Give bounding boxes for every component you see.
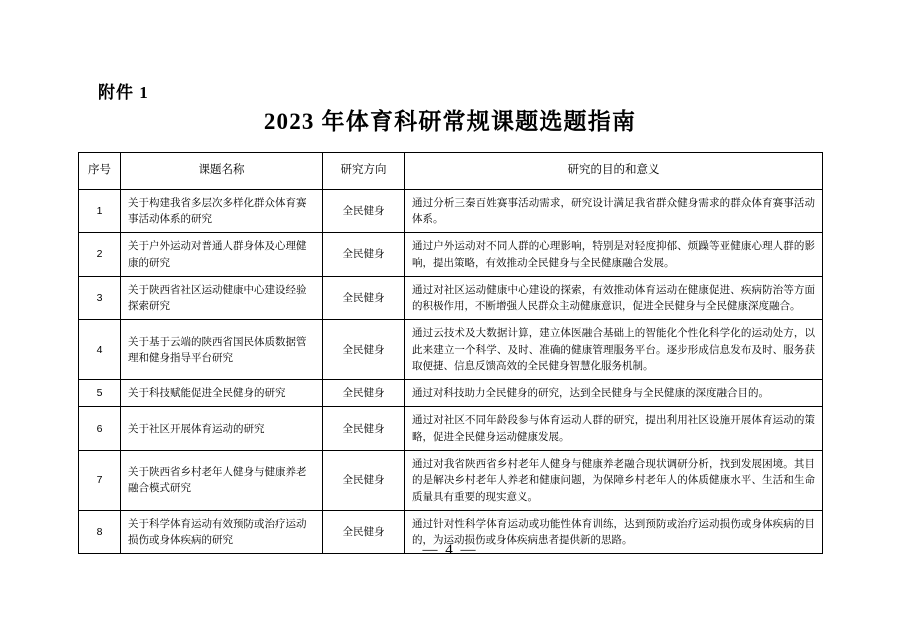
cell-no: 6 bbox=[79, 407, 121, 451]
cell-topic-name: 关于科技赋能促进全民健身的研究 bbox=[121, 380, 323, 407]
cell-no: 7 bbox=[79, 451, 121, 511]
cell-purpose: 通过云技术及大数据计算，建立体医融合基础上的智能化个性化科学化的运动处方，以此来建立一个科学、及时、准确的健康管理服务平台。逐步形成信息发布及时、服务获取便捷、信息反馈高效的全民健身智慧化服务机制。 bbox=[405, 320, 823, 380]
cell-direction: 全民健身 bbox=[323, 189, 405, 233]
table-row bbox=[79, 189, 823, 233]
cell-no: 3 bbox=[79, 276, 121, 320]
cell-direction: 全民健身 bbox=[323, 407, 405, 451]
cell-purpose: 通过对社区不同年龄段参与体育运动人群的研究，提出利用社区设施开展体育运动的策略，促进全民健身运动健康发展。 bbox=[405, 407, 823, 451]
cell-purpose: 通过对我省陕西省乡村老年人健身与健康养老融合现状调研分析，找到发展困境。其目的是解决乡村老年人养老和健康问题，为保障乡村老年人的体质健康水平、生活和生命质量具有重要的现实意义。 bbox=[405, 451, 823, 511]
table-row bbox=[79, 320, 823, 380]
table-row bbox=[79, 233, 823, 277]
column-header-purpose: 研究的目的和意义 bbox=[405, 153, 823, 190]
column-header-name: 课题名称 bbox=[121, 153, 323, 190]
cell-topic-name: 关于社区开展体育运动的研究 bbox=[121, 407, 323, 451]
cell-purpose: 通过针对性科学体育运动或功能性体育训练，达到预防或治疗运动损伤或身体疾病的目的，为运动损伤或身体疾病患者提供新的思路。 bbox=[405, 510, 823, 554]
cell-no: 2 bbox=[79, 233, 121, 277]
attachment-label: 附件 1 bbox=[98, 83, 149, 102]
cell-no: 8 bbox=[79, 510, 121, 554]
table-row bbox=[79, 380, 823, 407]
table-row bbox=[79, 451, 823, 511]
table-row bbox=[79, 276, 823, 320]
cell-purpose: 通过户外运动对不同人群的心理影响，特别是对轻度抑郁、烦躁等亚健康心理人群的影响，提出策略，有效推动全民健身与全民健康融合发展。 bbox=[405, 233, 823, 277]
cell-direction: 全民健身 bbox=[323, 510, 405, 554]
cell-topic-name: 关于陕西省乡村老年人健身与健康养老融合模式研究 bbox=[121, 451, 323, 511]
column-header-direction: 研究方向 bbox=[323, 153, 405, 190]
table-header-row bbox=[79, 153, 823, 190]
page-title: 2023 年体育科研常规课题选题指南 bbox=[263, 109, 637, 134]
cell-no: 4 bbox=[79, 320, 121, 380]
cell-topic-name: 关于陕西省社区运动健康中心建设经验探索研究 bbox=[121, 276, 323, 320]
cell-purpose: 通过对社区运动健康中心建设的探索，有效推动体育运动在健康促进、疾病防治等方面的积极作用，不断增强人民群众主动健康意识，促进全民健身与全民健康深度融合。 bbox=[405, 276, 823, 320]
cell-direction: 全民健身 bbox=[323, 380, 405, 407]
table-row bbox=[79, 407, 823, 451]
cell-topic-name: 关于户外运动对普通人群身体及心理健康的研究 bbox=[121, 233, 323, 277]
cell-direction: 全民健身 bbox=[323, 451, 405, 511]
cell-topic-name: 关于基于云端的陕西省国民体质数据管理和健身指导平台研究 bbox=[121, 320, 323, 380]
page-number: — 4 — bbox=[422, 542, 478, 558]
cell-direction: 全民健身 bbox=[323, 233, 405, 277]
cell-direction: 全民健身 bbox=[323, 276, 405, 320]
column-header-no: 序号 bbox=[79, 153, 121, 190]
cell-no: 5 bbox=[79, 380, 121, 407]
cell-topic-name: 关于科学体育运动有效预防或治疗运动损伤或身体疾病的研究 bbox=[121, 510, 323, 554]
cell-direction: 全民健身 bbox=[323, 320, 405, 380]
cell-purpose: 通过对科技助力全民健身的研究，达到全民健身与全民健康的深度融合目的。 bbox=[405, 380, 823, 407]
topic-guide-table bbox=[78, 152, 823, 554]
cell-purpose: 通过分析三秦百姓赛事活动需求，研究设计满足我省群众健身需求的群众体育赛事活动体系。 bbox=[405, 189, 823, 233]
cell-topic-name: 关于构建我省多层次多样化群众体育赛事活动体系的研究 bbox=[121, 189, 323, 233]
cell-no: 1 bbox=[79, 189, 121, 233]
